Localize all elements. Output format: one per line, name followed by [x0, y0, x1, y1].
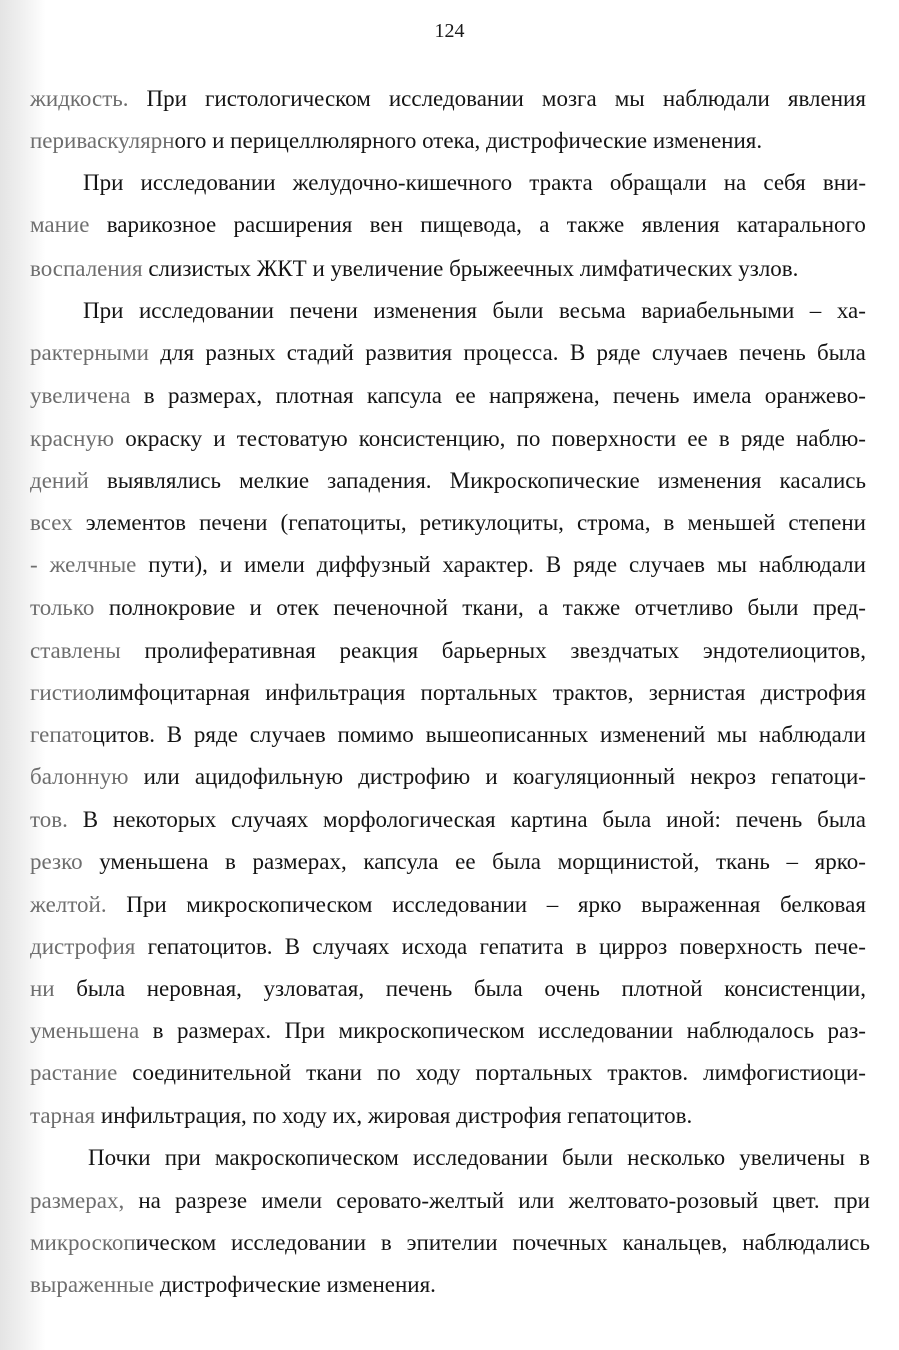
- word: звездчатых: [570, 638, 680, 663]
- word: барьерных: [441, 638, 547, 663]
- text-line: [30, 884, 866, 926]
- word: ткани,: [462, 595, 524, 620]
- word: [30, 799, 68, 841]
- word: некоторых: [112, 807, 217, 832]
- word: развития: [365, 340, 453, 365]
- word: гепатоцитов.: [147, 934, 273, 959]
- word: диффузный: [316, 552, 431, 577]
- faded-text: уменьшена: [30, 1018, 140, 1043]
- faded-text: микроскоп: [30, 1230, 136, 1255]
- faded-text: дений: [30, 468, 89, 493]
- word: и: [485, 764, 498, 789]
- word: В: [284, 934, 301, 959]
- word: или: [143, 764, 180, 789]
- word: микроскопическом: [338, 1018, 525, 1043]
- text-line: [30, 248, 899, 290]
- word: строма,: [577, 510, 651, 535]
- word: в: [718, 426, 730, 451]
- word: [30, 332, 149, 374]
- word: были: [492, 298, 544, 323]
- word: была: [817, 807, 866, 832]
- word: полнокровие: [108, 595, 236, 620]
- word: по: [516, 426, 541, 451]
- faded-text: ставлены: [30, 638, 121, 663]
- word: [30, 1010, 139, 1052]
- word: меньшей: [687, 510, 776, 535]
- word: почечных: [512, 1230, 608, 1255]
- text-line: [30, 587, 866, 629]
- word: западения.: [327, 468, 432, 493]
- word: и: [213, 426, 226, 451]
- word: случаев: [629, 552, 706, 577]
- text-line: [30, 120, 899, 162]
- word: наблюдали: [758, 552, 866, 577]
- word: Почки: [88, 1145, 151, 1170]
- word: ха-: [836, 298, 866, 323]
- word: в: [575, 934, 587, 959]
- word: При: [83, 298, 124, 323]
- text-line: [30, 1010, 866, 1052]
- word: пече-: [814, 934, 866, 959]
- text-line: [30, 1052, 866, 1094]
- word: неровная,: [146, 976, 242, 1001]
- word: гистологическом: [205, 86, 371, 111]
- word: исследовании: [538, 1018, 674, 1043]
- word: [30, 460, 89, 502]
- word: случаях: [312, 934, 390, 959]
- word: желтовато-розовый: [568, 1188, 759, 1213]
- word: консистенции,: [724, 976, 866, 1001]
- faded-text: красную: [30, 426, 115, 451]
- word: наблюдалось: [686, 1018, 815, 1043]
- line-text: инфильтрация, по ходу их, жировая дистрофия гепатоцитов.: [95, 1103, 693, 1128]
- word: гистиолимфоцитарная: [30, 680, 251, 705]
- word: иной:: [666, 807, 721, 832]
- word: исследовании: [412, 1145, 548, 1170]
- word: плотная: [275, 383, 354, 408]
- faded-text: балонную: [30, 764, 129, 789]
- word: В: [166, 722, 183, 747]
- word: на: [723, 170, 747, 195]
- word: [30, 884, 107, 926]
- word: была: [492, 849, 542, 874]
- word: ацидофильную: [194, 764, 344, 789]
- word: микроскопическом: [186, 892, 373, 917]
- word: ее: [455, 383, 476, 408]
- word: наблюдали: [758, 722, 866, 747]
- word: инфильтрация: [265, 680, 406, 705]
- word: оранжево-: [764, 383, 866, 408]
- faded-text: периваскулярн: [30, 128, 175, 153]
- word: ряде: [573, 552, 618, 577]
- word: [30, 78, 128, 120]
- faded-text: гепато: [30, 722, 93, 747]
- text-line: [30, 502, 866, 544]
- word: ряде: [193, 722, 238, 747]
- word: ряде: [740, 426, 785, 451]
- word: [30, 926, 135, 968]
- word: себя: [763, 170, 806, 195]
- faded-text: жидкость.: [30, 86, 129, 111]
- word: цирроз: [599, 934, 668, 959]
- word: реакция: [339, 638, 419, 663]
- word: тракта: [529, 170, 593, 195]
- text-line: [30, 1095, 899, 1137]
- word: окраску: [125, 426, 203, 451]
- text-line: [30, 1264, 899, 1306]
- word: несколько: [627, 1145, 726, 1170]
- word: коагуляционный: [512, 764, 676, 789]
- word: наблю-: [795, 426, 866, 451]
- word: канальцев,: [622, 1230, 728, 1255]
- word: случаев: [651, 340, 728, 365]
- text-line: [30, 1222, 870, 1264]
- text-line: [30, 78, 866, 120]
- word: [30, 502, 73, 544]
- word: отек: [276, 595, 319, 620]
- word: печени: [199, 510, 268, 535]
- word: вни-: [822, 170, 866, 195]
- word: [30, 1052, 117, 1094]
- line-text: слизистых ЖКТ и увеличение брыжеечных лимфатических узлов.: [142, 256, 799, 281]
- word: При: [126, 892, 167, 917]
- word: печень: [612, 383, 680, 408]
- word: имели: [244, 552, 305, 577]
- faded-text: увеличена: [30, 383, 131, 408]
- word: [30, 841, 83, 883]
- word: пищевода,: [420, 212, 522, 237]
- faded-text: ни: [30, 976, 55, 1001]
- word: цвет.: [772, 1188, 820, 1213]
- word: поверхности: [551, 426, 677, 451]
- word: или: [518, 1188, 555, 1213]
- faded-text: только: [30, 595, 95, 620]
- word: в: [380, 1230, 392, 1255]
- word: касались: [779, 468, 866, 493]
- word: [50, 544, 137, 586]
- word: (гепатоциты,: [280, 510, 407, 535]
- word: эндотелиоцитов,: [702, 638, 866, 663]
- word: пролиферативная: [144, 638, 316, 663]
- word: [30, 418, 114, 460]
- faded-text: гистио: [30, 680, 96, 705]
- word: желудочно-кишечного: [292, 170, 513, 195]
- word: явления: [787, 86, 866, 111]
- word: пред-: [812, 595, 866, 620]
- word: капсула: [363, 849, 439, 874]
- word: некроз: [690, 764, 756, 789]
- word: ткани: [306, 1060, 362, 1085]
- word: были: [747, 595, 799, 620]
- text-line: [83, 162, 866, 204]
- word: выявлялись: [106, 468, 221, 493]
- word: исследовании: [140, 170, 276, 195]
- word: при: [833, 1188, 870, 1213]
- word: макроскопическом: [214, 1145, 399, 1170]
- word: При: [146, 86, 187, 111]
- word: мы: [716, 552, 747, 577]
- word: при: [164, 1145, 201, 1170]
- word: была: [76, 976, 126, 1001]
- text-line: [30, 375, 866, 417]
- word: была: [817, 340, 866, 365]
- faded-text: резко: [30, 849, 83, 874]
- faded-text: выраженные: [30, 1272, 155, 1297]
- text-line: [83, 290, 866, 332]
- word: ее: [687, 426, 708, 451]
- word: [30, 544, 38, 586]
- faded-text: всех: [30, 510, 73, 535]
- word: соединительной: [132, 1060, 292, 1085]
- word: В: [545, 552, 562, 577]
- word: ярко: [577, 892, 622, 917]
- word: морфологическая: [323, 807, 496, 832]
- word: расширения: [233, 212, 353, 237]
- word: очень: [544, 976, 600, 1001]
- line-text: ого и перицеллюлярного отека, дистрофические изменения.: [174, 128, 763, 153]
- word: Микроскопические: [449, 468, 640, 493]
- word: поверхность: [679, 934, 803, 959]
- word: –: [546, 892, 559, 917]
- word: элементов: [85, 510, 187, 535]
- word: напряжена,: [488, 383, 600, 408]
- word: наблюдали: [662, 86, 770, 111]
- word: была: [602, 807, 652, 832]
- word: размерах,: [167, 383, 263, 408]
- word: степени: [788, 510, 866, 535]
- word: раз-: [827, 1018, 866, 1043]
- word: в: [152, 1018, 164, 1043]
- word: печень: [739, 340, 806, 365]
- word: узловатая,: [263, 976, 365, 1001]
- text-line: [30, 672, 866, 714]
- word: белковая: [779, 892, 866, 917]
- word: в: [143, 383, 155, 408]
- word: на: [138, 1188, 161, 1213]
- word: печень: [735, 807, 803, 832]
- faded-text: размерах,: [30, 1188, 125, 1213]
- word: плотной: [621, 976, 703, 1001]
- word: ряде: [596, 340, 641, 365]
- word: и: [249, 595, 262, 620]
- word: отчетливо: [634, 595, 734, 620]
- word: ярко-: [814, 849, 866, 874]
- word: лимфогистиоци-: [703, 1060, 866, 1085]
- faded-text: рактерными: [30, 340, 149, 365]
- word: морщинистой,: [557, 849, 700, 874]
- text-line: [30, 799, 866, 841]
- word: выраженная: [641, 892, 761, 917]
- word: случаях: [231, 807, 309, 832]
- word: гепатита: [479, 934, 564, 959]
- word: микроскопическом: [30, 1230, 217, 1255]
- word: наблюдались: [742, 1230, 870, 1255]
- word: серовато-желтый: [336, 1188, 505, 1213]
- word: исследовании: [138, 298, 274, 323]
- word: гепатоцитов.: [30, 722, 155, 747]
- text-line: [30, 926, 866, 968]
- word: стадий: [286, 340, 354, 365]
- word: печени: [289, 298, 358, 323]
- word: уменьшена: [99, 849, 209, 874]
- word: При: [284, 1018, 326, 1043]
- word: в: [859, 1145, 870, 1170]
- word: трактов.: [607, 1060, 689, 1085]
- word: [30, 1180, 124, 1222]
- word: [30, 375, 131, 417]
- word: размерах.: [176, 1018, 272, 1043]
- faded-text: тарная: [30, 1103, 96, 1128]
- word: разных: [205, 340, 276, 365]
- word: При: [83, 170, 124, 195]
- word: вариабельными: [641, 298, 795, 323]
- word: дистрофия: [760, 680, 866, 705]
- text-line: [30, 968, 866, 1010]
- word: [30, 204, 89, 246]
- word: изменения: [373, 298, 477, 323]
- word: ее: [455, 849, 476, 874]
- word: тестоватую: [236, 426, 348, 451]
- word: ткань: [715, 849, 770, 874]
- word: варикозное: [106, 212, 217, 237]
- word: мозга: [541, 86, 597, 111]
- word: портальных: [475, 1060, 593, 1085]
- word: ретикулоциты,: [419, 510, 564, 535]
- faded-text: тов.: [30, 807, 68, 832]
- word: весьма: [558, 298, 626, 323]
- faded-text: мание: [30, 212, 90, 237]
- word: имела: [692, 383, 752, 408]
- word: зернистая: [648, 680, 746, 705]
- word: гепатоци-: [771, 764, 866, 789]
- word: для: [160, 340, 195, 365]
- word: размерах,: [252, 849, 347, 874]
- word: –: [809, 298, 822, 323]
- word: вышеописанных: [425, 722, 589, 747]
- text-line: [30, 460, 866, 502]
- word: вен: [369, 212, 403, 237]
- word: увеличены: [739, 1145, 845, 1170]
- word: и: [219, 552, 233, 577]
- word: были: [562, 1145, 613, 1170]
- text-line: [30, 841, 866, 883]
- word: трактов,: [552, 680, 634, 705]
- word: в: [225, 849, 236, 874]
- word: имели: [261, 1188, 323, 1213]
- word: [30, 630, 121, 672]
- word: катарального: [736, 212, 866, 237]
- faded-text: -: [30, 552, 38, 577]
- word: а: [539, 212, 550, 237]
- word: изменения: [657, 468, 762, 493]
- text-line: [30, 1180, 870, 1222]
- word: дистрофию: [358, 764, 471, 789]
- word: В: [82, 807, 99, 832]
- word: мы: [717, 722, 748, 747]
- word: исследовании: [392, 892, 528, 917]
- text-line: [88, 1137, 870, 1179]
- word: была: [473, 976, 523, 1001]
- word: портальных: [420, 680, 538, 705]
- text-line: [30, 714, 866, 756]
- text-line: [30, 544, 866, 586]
- word: пути),: [148, 552, 208, 577]
- text-line: [30, 204, 866, 246]
- word: [30, 968, 55, 1010]
- word: в: [663, 510, 675, 535]
- word: изменений: [599, 722, 706, 747]
- word: В: [569, 340, 586, 365]
- word: мелкие: [239, 468, 310, 493]
- word: исследовании: [231, 1230, 367, 1255]
- word: консистенцию,: [358, 426, 506, 451]
- word: картина: [510, 807, 588, 832]
- faded-text: желтой.: [30, 892, 107, 917]
- word: исследовании: [388, 86, 524, 111]
- word: эпителии: [406, 1230, 498, 1255]
- word: ходу: [415, 1060, 461, 1085]
- word: разрезе: [175, 1188, 248, 1213]
- word: процесса.: [463, 340, 559, 365]
- page-number: 124: [434, 20, 465, 42]
- word: а: [538, 595, 549, 620]
- word: исхода: [401, 934, 468, 959]
- word: помимо: [337, 722, 414, 747]
- word: мы: [614, 86, 645, 111]
- word: печень: [385, 976, 453, 1001]
- word: печеночной: [333, 595, 448, 620]
- word: капсула: [366, 383, 442, 408]
- word: по: [376, 1060, 401, 1085]
- text-line: [30, 332, 866, 374]
- word: также: [566, 212, 625, 237]
- word: явления: [641, 212, 720, 237]
- faded-text: растание: [30, 1060, 118, 1085]
- word: [30, 756, 128, 798]
- word: [30, 587, 94, 629]
- faded-text: воспаления: [30, 256, 143, 281]
- word: характер.: [442, 552, 534, 577]
- word: –: [786, 849, 798, 874]
- line-text: дистрофические изменения.: [154, 1272, 436, 1297]
- text-line: [30, 630, 866, 672]
- faded-text: желчные: [49, 552, 137, 577]
- faded-text: дистрофия: [30, 934, 136, 959]
- text-line: [30, 418, 866, 460]
- text-line: [30, 756, 866, 798]
- word: также: [562, 595, 621, 620]
- word: случаев: [249, 722, 326, 747]
- word: обращали: [609, 170, 707, 195]
